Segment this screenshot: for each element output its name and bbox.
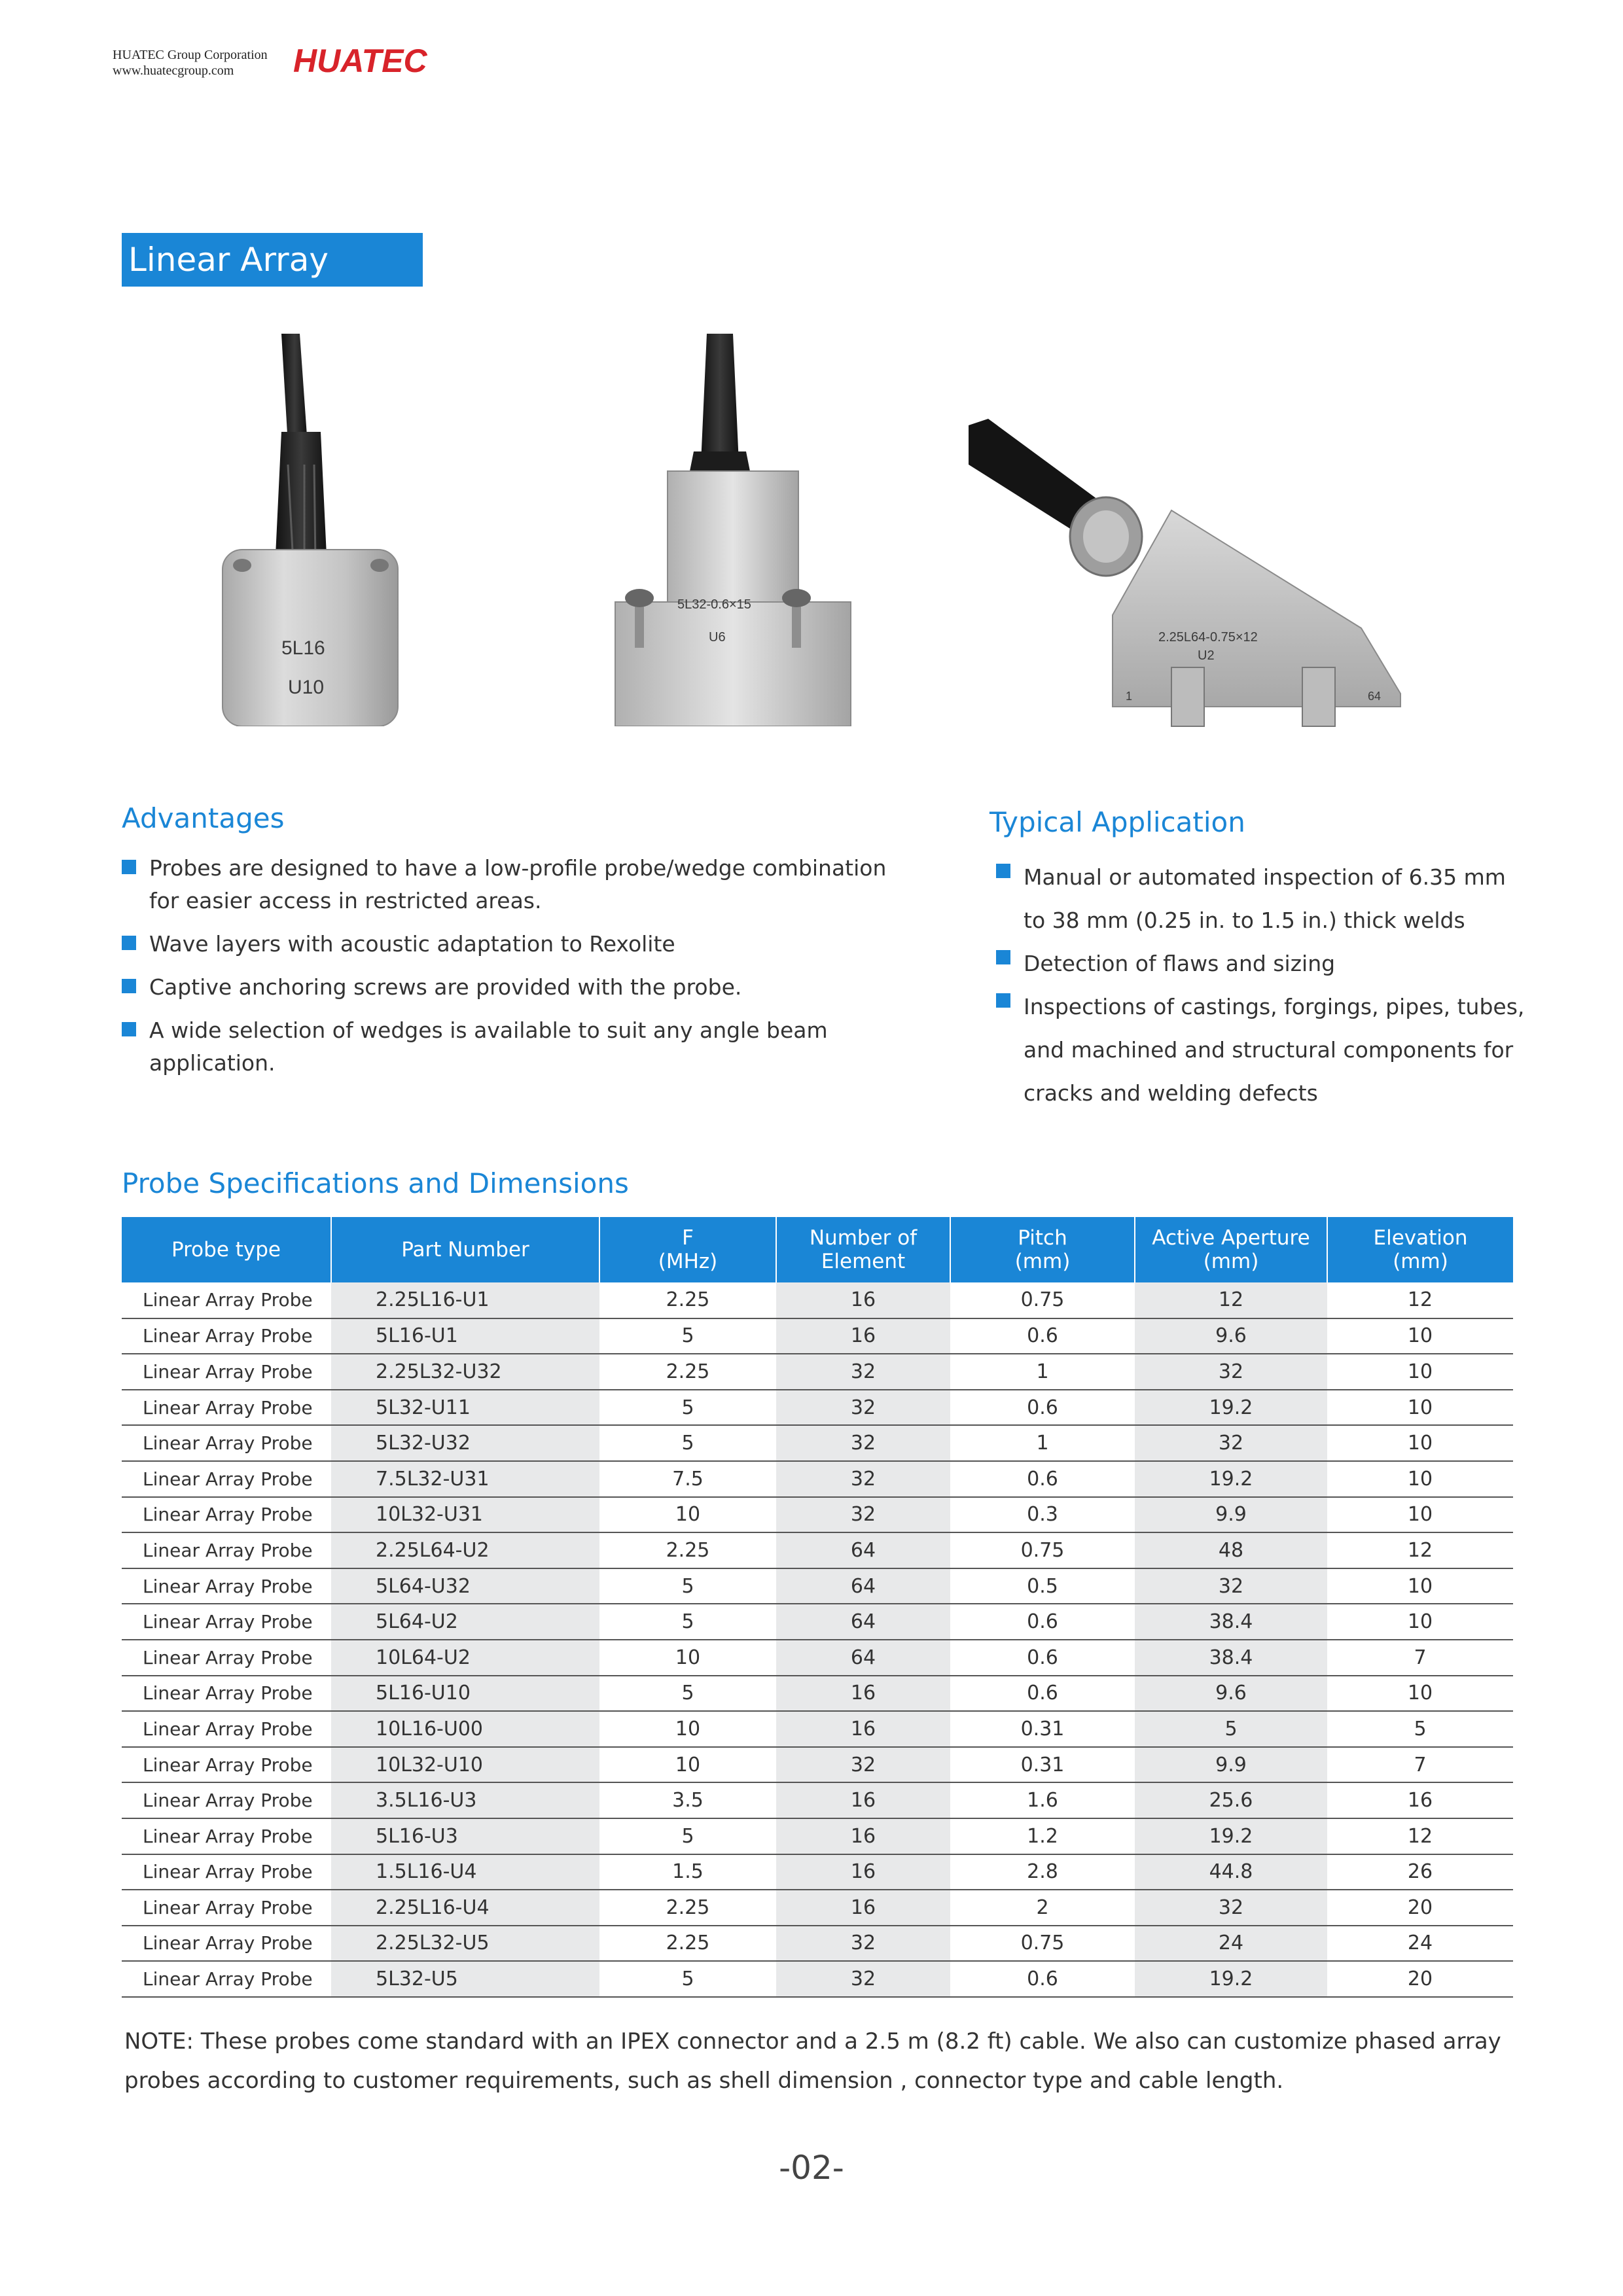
col-part-number: Part Number (331, 1217, 599, 1282)
cell-elevation: 20 (1327, 1961, 1513, 1997)
cell-elements: 16 (776, 1890, 950, 1926)
cell-frequency: 5 (599, 1961, 776, 1997)
cell-probe-type: Linear Array Probe (122, 1354, 331, 1390)
cell-part-number: 5L16-U1 (331, 1318, 599, 1354)
cell-pitch: 0.6 (950, 1390, 1135, 1426)
cell-part-number: 10L32-U31 (331, 1497, 599, 1533)
cell-probe-type: Linear Array Probe (122, 1532, 331, 1568)
cell-frequency: 2.25 (599, 1354, 776, 1390)
cell-pitch: 0.6 (950, 1640, 1135, 1676)
cell-frequency: 3.5 (599, 1782, 776, 1818)
cell-active-aperture: 19.2 (1135, 1461, 1327, 1497)
cell-elements: 32 (776, 1354, 950, 1390)
cell-elevation: 10 (1327, 1604, 1513, 1640)
table-row (122, 1961, 1513, 1997)
cell-active-aperture: 44.8 (1135, 1854, 1327, 1890)
col-elevation: Elevation (mm) (1327, 1217, 1513, 1282)
advantages-heading: Advantages (122, 802, 285, 834)
cell-active-aperture: 24 (1135, 1926, 1327, 1962)
cell-probe-type: Linear Array Probe (122, 1961, 331, 1997)
cell-frequency: 10 (599, 1747, 776, 1783)
cell-frequency: 2.25 (599, 1282, 776, 1318)
cell-part-number: 5L64-U2 (331, 1604, 599, 1640)
cell-frequency: 5 (599, 1604, 776, 1640)
cell-part-number: 1.5L16-U4 (331, 1854, 599, 1890)
cell-part-number: 7.5L32-U31 (331, 1461, 599, 1497)
cell-probe-type: Linear Array Probe (122, 1604, 331, 1640)
probe-3-label-1: 2.25L64-0.75×12 (1158, 630, 1258, 645)
cell-elements: 32 (776, 1747, 950, 1783)
cell-pitch: 0.6 (950, 1461, 1135, 1497)
cell-active-aperture: 5 (1135, 1711, 1327, 1747)
table-row (122, 1676, 1513, 1712)
cell-active-aperture: 9.9 (1135, 1497, 1327, 1533)
specs-heading: Probe Specifications and Dimensions (122, 1167, 629, 1199)
table-row (122, 1711, 1513, 1747)
cell-pitch: 1 (950, 1425, 1135, 1461)
table-row (122, 1425, 1513, 1461)
cell-probe-type: Linear Array Probe (122, 1461, 331, 1497)
cell-part-number: 2.25L32-U32 (331, 1354, 599, 1390)
cell-pitch: 0.3 (950, 1497, 1135, 1533)
cell-part-number: 10L32-U10 (331, 1747, 599, 1783)
cell-part-number: 5L64-U32 (331, 1568, 599, 1604)
cell-pitch: 0.75 (950, 1282, 1135, 1318)
cell-elevation: 5 (1327, 1711, 1513, 1747)
cell-elevation: 10 (1327, 1568, 1513, 1604)
cell-probe-type: Linear Array Probe (122, 1926, 331, 1962)
probe-3-mark-right: 64 (1368, 690, 1382, 703)
cell-probe-type: Linear Array Probe (122, 1676, 331, 1712)
cell-elevation: 10 (1327, 1461, 1513, 1497)
probe-2-25l64-u2-image (969, 419, 1414, 733)
application-item: Manual or automated inspection of 6.35 mm to 38 mm (0.25 in. to 1.5 in.) thick welds (996, 856, 1533, 942)
cell-elevation: 10 (1327, 1676, 1513, 1712)
col-elements: Number of Element (776, 1217, 950, 1282)
cell-part-number: 2.25L16-U1 (331, 1282, 599, 1318)
cell-pitch: 1.6 (950, 1782, 1135, 1818)
probe-5l16-u10-image (216, 334, 406, 726)
cell-part-number: 10L16-U00 (331, 1711, 599, 1747)
cell-active-aperture: 38.4 (1135, 1640, 1327, 1676)
cell-part-number: 3.5L16-U3 (331, 1782, 599, 1818)
cell-part-number: 2.25L32-U5 (331, 1926, 599, 1962)
cell-pitch: 2 (950, 1890, 1135, 1926)
col-probe-type: Probe type (122, 1217, 331, 1282)
cell-elevation: 10 (1327, 1318, 1513, 1354)
cell-probe-type: Linear Array Probe (122, 1747, 331, 1783)
application-item: Detection of flaws and sizing (996, 942, 1533, 985)
cell-active-aperture: 19.2 (1135, 1390, 1327, 1426)
probe-5l32-u6-image (602, 334, 864, 726)
cell-probe-type: Linear Array Probe (122, 1890, 331, 1926)
cell-elevation: 12 (1327, 1818, 1513, 1854)
cell-elements: 64 (776, 1532, 950, 1568)
cell-elevation: 10 (1327, 1390, 1513, 1426)
table-row (122, 1354, 1513, 1390)
cell-elements: 16 (776, 1818, 950, 1854)
cell-elements: 16 (776, 1282, 950, 1318)
cell-pitch: 0.6 (950, 1604, 1135, 1640)
cell-frequency: 7.5 (599, 1461, 776, 1497)
logo-text: HUATEC (293, 43, 427, 79)
cell-pitch: 0.75 (950, 1532, 1135, 1568)
col-frequency: F (MHz) (599, 1217, 776, 1282)
cell-frequency: 5 (599, 1425, 776, 1461)
company-info (113, 47, 268, 79)
table-row (122, 1747, 1513, 1783)
table-row (122, 1497, 1513, 1533)
application-item: Inspections of castings, forgings, pipes, tubes, and machined and structural components for cracks and welding defects (996, 985, 1533, 1115)
cell-elements: 32 (776, 1425, 950, 1461)
table-row (122, 1782, 1513, 1818)
cell-active-aperture: 9.6 (1135, 1676, 1327, 1712)
cell-active-aperture: 38.4 (1135, 1604, 1327, 1640)
cell-pitch: 2.8 (950, 1854, 1135, 1890)
cell-active-aperture: 32 (1135, 1354, 1327, 1390)
cell-active-aperture: 32 (1135, 1568, 1327, 1604)
cell-elements: 64 (776, 1640, 950, 1676)
advantages-list (122, 852, 907, 1090)
cell-elements: 32 (776, 1390, 950, 1426)
cell-pitch: 0.6 (950, 1676, 1135, 1712)
cell-probe-type: Linear Array Probe (122, 1782, 331, 1818)
cell-active-aperture: 9.6 (1135, 1318, 1327, 1354)
cell-active-aperture: 9.9 (1135, 1747, 1327, 1783)
cell-pitch: 1.2 (950, 1818, 1135, 1854)
cell-elements: 64 (776, 1604, 950, 1640)
cell-elevation: 10 (1327, 1354, 1513, 1390)
cell-part-number: 5L32-U11 (331, 1390, 599, 1426)
cell-elevation: 12 (1327, 1282, 1513, 1318)
cell-pitch: 1 (950, 1354, 1135, 1390)
cell-frequency: 5 (599, 1568, 776, 1604)
cell-pitch: 0.6 (950, 1318, 1135, 1354)
col-active-aperture: Active Aperture (mm) (1135, 1217, 1327, 1282)
cell-part-number: 2.25L16-U4 (331, 1890, 599, 1926)
cell-active-aperture: 32 (1135, 1425, 1327, 1461)
probe-3-label-2: U2 (1198, 648, 1215, 663)
cell-frequency: 2.25 (599, 1890, 776, 1926)
cell-elevation: 26 (1327, 1854, 1513, 1890)
cell-elements: 16 (776, 1854, 950, 1890)
probe-1-label-1: 5L16 (281, 637, 325, 659)
cell-elements: 32 (776, 1961, 950, 1997)
application-list (996, 856, 1533, 1115)
cell-frequency: 10 (599, 1497, 776, 1533)
cell-elevation: 20 (1327, 1890, 1513, 1926)
cell-pitch: 0.31 (950, 1747, 1135, 1783)
cell-elevation: 16 (1327, 1782, 1513, 1818)
cell-active-aperture: 32 (1135, 1890, 1327, 1926)
cell-elements: 16 (776, 1782, 950, 1818)
probe-2-label-2: U6 (709, 630, 726, 645)
huatec-logo (291, 42, 480, 79)
cell-elements: 16 (776, 1676, 950, 1712)
cell-frequency: 10 (599, 1711, 776, 1747)
advantage-item: A wide selection of wedges is available to suit any angle beam application. (122, 1014, 907, 1080)
cell-active-aperture: 48 (1135, 1532, 1327, 1568)
cell-probe-type: Linear Array Probe (122, 1711, 331, 1747)
col-pitch: Pitch (mm) (950, 1217, 1135, 1282)
cell-active-aperture: 12 (1135, 1282, 1327, 1318)
advantage-item: Captive anchoring screws are provided with the probe. (122, 971, 907, 1004)
cell-frequency: 5 (599, 1318, 776, 1354)
cell-probe-type: Linear Array Probe (122, 1425, 331, 1461)
section-title: Linear Array Probe (122, 233, 423, 287)
cell-elevation: 7 (1327, 1640, 1513, 1676)
cell-elements: 32 (776, 1926, 950, 1962)
cell-part-number: 5L32-U32 (331, 1425, 599, 1461)
cell-probe-type: Linear Array Probe (122, 1497, 331, 1533)
cell-frequency: 1.5 (599, 1854, 776, 1890)
cell-probe-type: Linear Array Probe (122, 1568, 331, 1604)
cell-part-number: 5L32-U5 (331, 1961, 599, 1997)
probe-2-label-1: 5L32-0.6×15 (677, 597, 751, 612)
table-row (122, 1854, 1513, 1890)
cell-frequency: 5 (599, 1676, 776, 1712)
table-row (122, 1532, 1513, 1568)
cell-probe-type: Linear Array Probe (122, 1640, 331, 1676)
cell-frequency: 2.25 (599, 1926, 776, 1962)
cell-part-number: 2.25L64-U2 (331, 1532, 599, 1568)
cell-elevation: 12 (1327, 1532, 1513, 1568)
cell-elements: 64 (776, 1568, 950, 1604)
cell-probe-type: Linear Array Probe (122, 1318, 331, 1354)
cell-frequency: 2.25 (599, 1532, 776, 1568)
cell-part-number: 5L16-U10 (331, 1676, 599, 1712)
table-body (122, 1282, 1513, 1997)
cell-pitch: 0.5 (950, 1568, 1135, 1604)
cell-frequency: 5 (599, 1818, 776, 1854)
probe-1-label-2: U10 (288, 677, 325, 698)
table-row (122, 1461, 1513, 1497)
table-row (122, 1640, 1513, 1676)
advantage-item: Probes are designed to have a low-profile probe/wedge combination for easier access in restricted areas. (122, 852, 907, 917)
specs-table (122, 1217, 1513, 1998)
cell-frequency: 5 (599, 1390, 776, 1426)
table-header-row (122, 1217, 1513, 1282)
table-row (122, 1604, 1513, 1640)
table-row (122, 1390, 1513, 1426)
table-row (122, 1818, 1513, 1854)
company-website: www.huatecgroup.com (113, 63, 234, 78)
cell-pitch: 0.31 (950, 1711, 1135, 1747)
table-row (122, 1926, 1513, 1962)
cell-frequency: 10 (599, 1640, 776, 1676)
company-name: HUATEC Group Corporation (113, 48, 268, 62)
cell-active-aperture: 19.2 (1135, 1961, 1327, 1997)
cell-elevation: 7 (1327, 1747, 1513, 1783)
cell-elevation: 24 (1327, 1926, 1513, 1962)
cell-probe-type: Linear Array Probe (122, 1390, 331, 1426)
probe-3-mark-left: 1 (1126, 690, 1133, 703)
cell-probe-type: Linear Array Probe (122, 1818, 331, 1854)
cell-elements: 32 (776, 1461, 950, 1497)
table-row (122, 1282, 1513, 1318)
table-row (122, 1890, 1513, 1926)
cell-probe-type: Linear Array Probe (122, 1854, 331, 1890)
cell-elevation: 10 (1327, 1497, 1513, 1533)
cell-elements: 32 (776, 1497, 950, 1533)
cell-active-aperture: 19.2 (1135, 1818, 1327, 1854)
table-row (122, 1318, 1513, 1354)
application-heading: Typical Application (990, 806, 1245, 838)
page-number: -02- (779, 2149, 844, 2187)
cell-pitch: 0.75 (950, 1926, 1135, 1962)
cell-elements: 16 (776, 1711, 950, 1747)
cell-elements: 16 (776, 1318, 950, 1354)
table-row (122, 1568, 1513, 1604)
note-text: NOTE: These probes come standard with an IPEX connector and a 2.5 m (8.2 ft) cable. We also can customize phased array probes according to customer requirements, such as shell dimension , connector type and cable length. (124, 2028, 1501, 2094)
cell-pitch: 0.6 (950, 1961, 1135, 1997)
cell-elevation: 10 (1327, 1425, 1513, 1461)
cell-probe-type: Linear Array Probe (122, 1282, 331, 1318)
cell-part-number: 10L64-U2 (331, 1640, 599, 1676)
advantage-item: Wave layers with acoustic adaptation to Rexolite (122, 928, 907, 961)
cell-active-aperture: 25.6 (1135, 1782, 1327, 1818)
cell-part-number: 5L16-U3 (331, 1818, 599, 1854)
